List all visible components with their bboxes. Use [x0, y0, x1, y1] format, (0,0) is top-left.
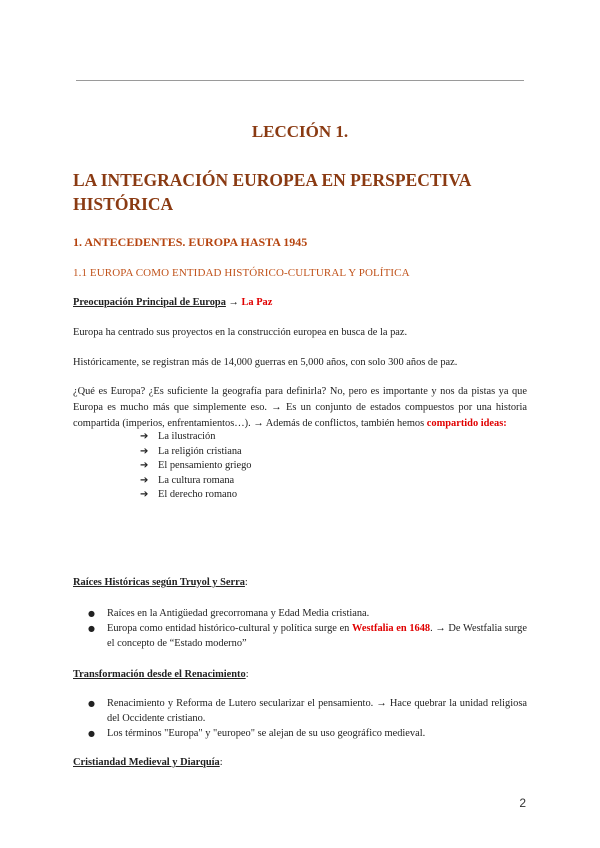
christendom-heading-line: Cristiandad Medieval y Diarquía: — [73, 757, 223, 768]
page-number: 2 — [519, 796, 526, 810]
shared-ideas-list — [140, 430, 252, 503]
paragraph-1: Europa ha centrado sus proyectos en la construcción europea en busca de la paz. — [73, 327, 408, 338]
arrow-icon: ➔ — [140, 489, 149, 500]
main-title: LA INTEGRACIÓN EUROPEA EN PERSPECTIVA HISTÓRICA — [73, 170, 471, 214]
list-item: ➔ La religión cristiana — [140, 445, 252, 460]
list-item: ● Los términos "Europa" y "europeo" se alejan de su uso geográfico medieval. — [88, 728, 426, 739]
transformation-heading: Transformación desde el Renacimiento — [73, 669, 246, 680]
westfalia-highlight: Westfalia en 1648 — [352, 623, 431, 634]
transformation-heading-line: Transformación desde el Renacimiento: — [73, 669, 249, 680]
arrow-icon: ➔ — [140, 445, 149, 457]
arrow-icon: ➔ — [140, 460, 149, 471]
concern-arrow: → — [225, 297, 242, 308]
concern-line — [73, 295, 527, 311]
christendom-heading: Cristiandad Medieval y Diarquía — [73, 757, 220, 768]
arrow-icon: ➔ — [140, 431, 149, 442]
bullet-icon: ● — [88, 699, 95, 708]
arrow-icon: ➔ — [140, 474, 149, 486]
paragraph-3-text: ¿Qué es Europa? ¿Es suficiente la geografía para definirla? No, pero es importante y nos da pistas ya que Europa es mucho más que simplemente eso. → Es un conjunto de estados compuestos por una historia compartida (imperios, enfrentamientos…). → Además de conflictos, también hemos — [73, 386, 527, 429]
list-item: ● Renacimiento y Reforma de Lutero secularizar el pensamiento. → Hace quebrar la unidad religiosa del Occidente cristiano. — [88, 698, 527, 724]
roots-list — [88, 606, 527, 651]
bullet-icon: ● — [88, 609, 95, 618]
list-item: ➔ El pensamiento griego — [140, 459, 252, 474]
bullet-icon: ● — [88, 729, 95, 738]
section-title: 1. ANTECEDENTES. EUROPA HASTA 1945 — [73, 235, 308, 249]
transformation-list — [88, 696, 527, 741]
lesson-title: LECCIÓN 1. — [251, 122, 349, 141]
list-item: ➔ El derecho romano — [140, 488, 252, 503]
list-item: ➔ La cultura romana — [140, 474, 252, 489]
roots-heading: Raíces Históricas según Truyol y Serra — [73, 577, 245, 588]
list-item: ● Europa como entidad histórico-cultural y política surge en Westfalia en 1648. → De Westfalia surge el concepto de “Estado moderno” — [88, 623, 527, 649]
shared-ideas-highlight: compartido ideas: — [426, 418, 507, 429]
bullet-icon: ● — [88, 624, 95, 633]
list-item: ➔ La ilustración — [140, 430, 252, 445]
subsection-title: 1.1 EUROPA COMO ENTIDAD HISTÓRICO-CULTURAL Y POLÍTICA — [73, 267, 410, 279]
roots-heading-line: Raíces Históricas según Truyol y Serra: — [73, 577, 248, 588]
paragraph-2: Históricamente, se registran más de 14,000 guerras en 5,000 años, con solo 300 años de paz. — [73, 357, 458, 368]
paragraph-3 — [73, 384, 527, 432]
list-item: ● Raíces en la Antigüedad grecorromana y Edad Media cristiana. — [88, 608, 370, 619]
header-rule — [76, 80, 524, 81]
concern-label: Preocupación Principal de Europa — [73, 297, 226, 308]
concern-value: La Paz — [241, 297, 273, 308]
